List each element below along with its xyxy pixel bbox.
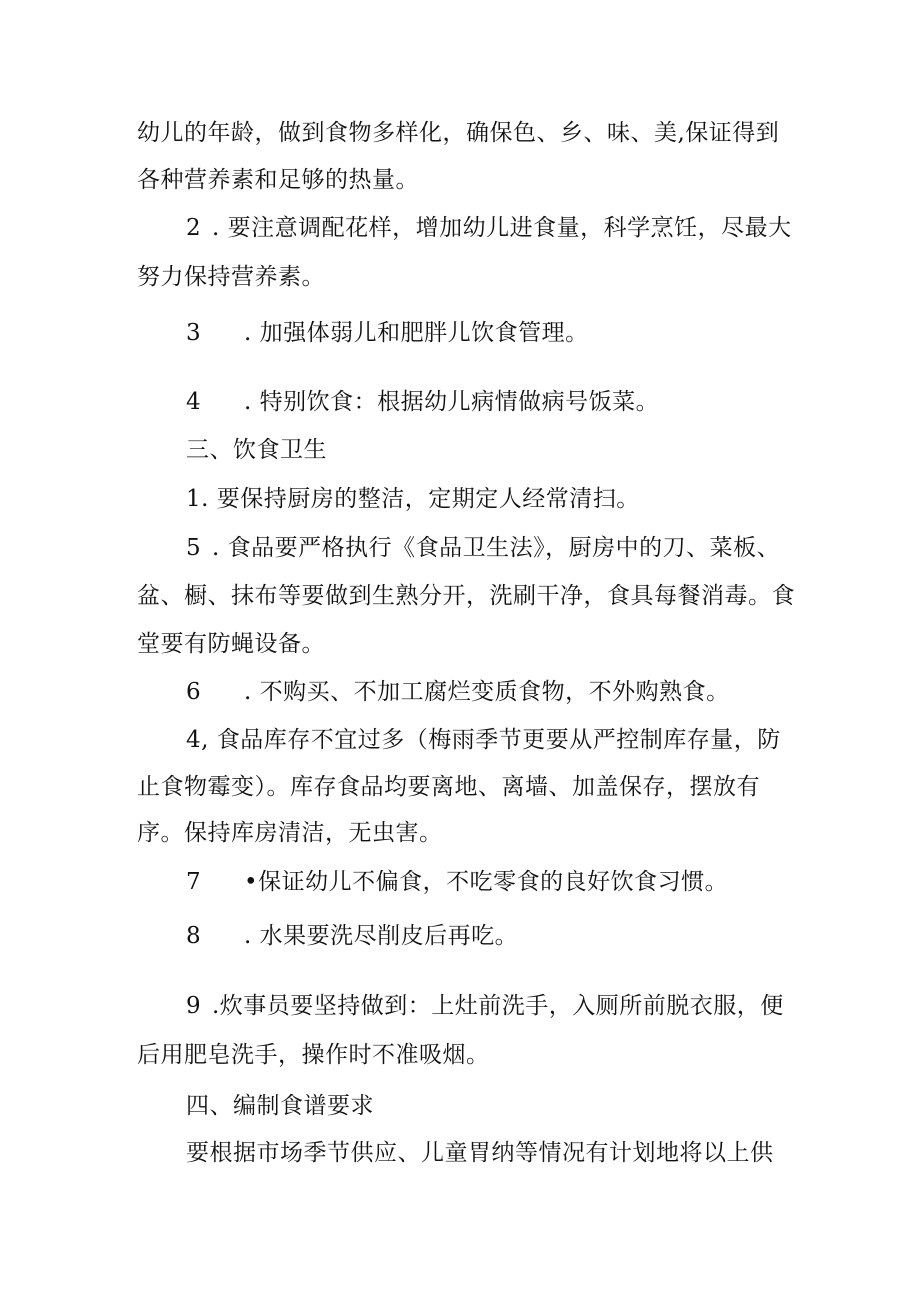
list-number: 3 — [186, 320, 202, 346]
list-item-text: .炊事员要坚持做到：上灶前洗手，入厕所前脱衣服，便 — [212, 993, 784, 1019]
list-item — [186, 991, 784, 1021]
body-text-line: 盆、橱、抹布等要做到生熟分开，洗刷干净，食具每餐消毒。食 — [137, 583, 795, 609]
list-number: 7 — [186, 869, 202, 895]
body-text-line: 堂要有防蝇设备。 — [137, 631, 325, 657]
list-item-text: . 不购买、不加工腐烂变质食物，不外购熟食。 — [244, 679, 730, 705]
body-text-line: 后用肥皂洗手，操作时不准吸烟。 — [137, 1042, 490, 1068]
list-item-text: . 食品要严格执行《食品卫生法》，厨房中的刀、菜板、 — [212, 535, 781, 561]
body-text-line: 要根据市场季节供应、儿童胃纳等情况有计划地将以上供 — [186, 1140, 774, 1166]
list-item — [186, 213, 792, 243]
list-number: 9 — [186, 993, 202, 1019]
list-number: 2 — [186, 215, 202, 241]
list-number: 4 — [186, 389, 202, 415]
list-item-text: . 特别饮食：根据幼儿病情做病号饭菜。 — [244, 389, 660, 415]
list-item — [186, 533, 780, 563]
list-item-text: . 要注意调配花样，增加幼儿进食量，科学烹饪，尽最大 — [212, 215, 792, 241]
list-item-text: •保证幼儿不偏食，不吃零食的良好饮食习惯。 — [244, 869, 729, 895]
list-item-text: . 水果要洗尽削皮后再吃。 — [244, 923, 519, 949]
list-number: 8 — [186, 923, 202, 949]
list-item: 1. 要保持厨房的整洁，定期定人经常清扫。 — [186, 486, 640, 512]
body-text-line: 幼儿的年龄，做到食物多样化，确保色、乡、味、美,保证得到 — [137, 120, 780, 146]
list-number: 6 — [186, 679, 202, 705]
body-text-line: 止食物霉变）。库存食品均要离地、离墙、加盖保存，摆放有 — [137, 774, 760, 800]
list-item — [186, 921, 518, 951]
body-text-line: 努力保持营养素。 — [137, 264, 325, 290]
list-item — [186, 677, 730, 707]
list-item — [186, 867, 728, 897]
list-number: 5 — [186, 535, 202, 561]
body-text-line: 各种营养素和足够的热量。 — [137, 167, 419, 193]
body-text-line: 序。保持库房清洁，无虫害。 — [137, 820, 443, 846]
list-item — [186, 387, 659, 417]
list-item-text: . 加强体弱儿和肥胖儿饮食管理。 — [244, 320, 589, 346]
list-item: 4, 食品库存不宜过多（梅雨季节更要从严控制库存量，防 — [186, 727, 781, 753]
section-heading: 三、饮食卫生 — [186, 437, 327, 463]
section-heading: 四、编制食谱要求 — [186, 1093, 374, 1119]
list-item — [186, 318, 589, 348]
